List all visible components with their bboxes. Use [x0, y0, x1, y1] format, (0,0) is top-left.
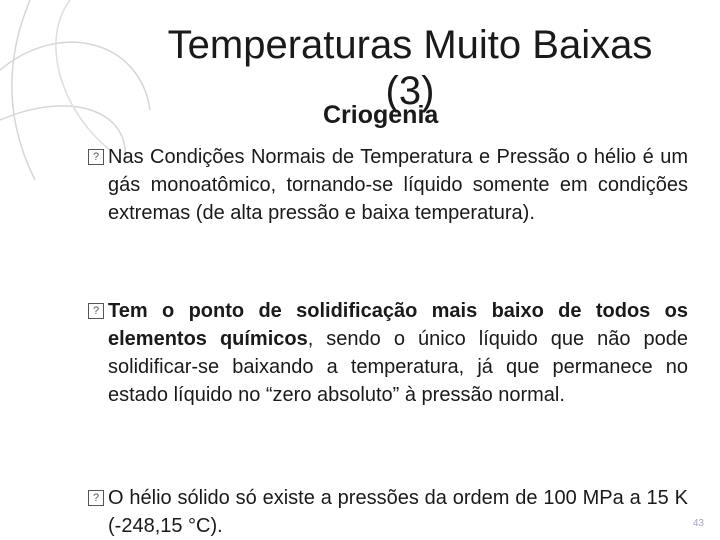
square-glyph-icon: ? [88, 303, 104, 319]
slide-title: Temperaturas Muito Baixas (3) [167, 23, 653, 113]
bullet-text: Nas Condições Normais de Temperatura e Pressão o hélio é um gás monoatômico, tornando-se líquido somente em condições extremas (de alta pressão e baixa temperatura). [108, 146, 688, 224]
page-number: 43 [692, 518, 704, 529]
bullet-item [88, 143, 688, 227]
bullet-text: O hélio sólido só existe a pressões da ordem de 100 MPa a 15 K (-248,15 °C). [108, 487, 688, 537]
bullet-rest-text: , sendo o único líquido que não pode solidificar-se baixando a temperatura, já que permanece no estado líquido no “zero absoluto” à pressão normal. [108, 328, 688, 406]
square-glyph-icon: ? [88, 149, 104, 165]
bullet-item [88, 484, 688, 540]
bullet-item [88, 297, 688, 409]
square-glyph-icon: ? [88, 490, 104, 506]
slide-subtitle: Criogenia [323, 101, 439, 129]
bullet-text [108, 297, 688, 409]
bullet-bold-text: Tem o ponto de solidificação mais baixo de todos os elementos químicos [108, 300, 688, 350]
